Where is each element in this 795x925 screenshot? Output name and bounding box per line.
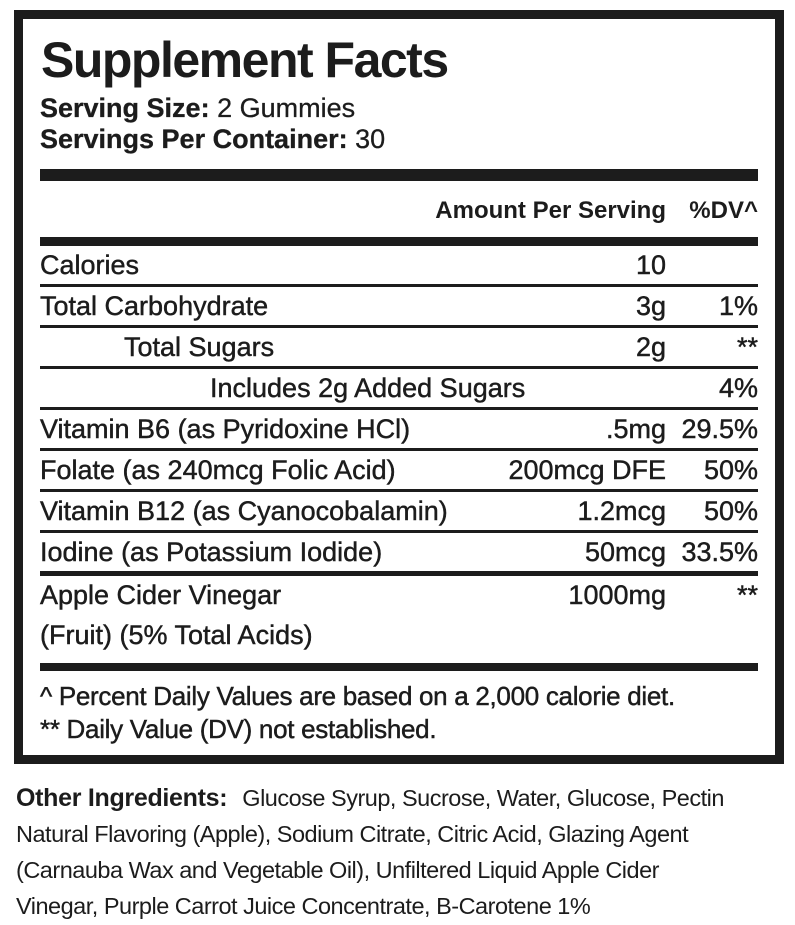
other-ingredients-line: Vinegar, Purple Carrot Juice Concentrate, B-Carotene 1% (16, 893, 591, 919)
row-label: Vitamin B12 (as Cyanocobalamin) (40, 496, 448, 526)
row-label: Iodine (as Potassium Iodide) (40, 537, 383, 567)
row-amount: 1.2mcg (577, 496, 666, 526)
other-ingredients-section (16, 780, 782, 924)
row-label-line1: Apple Cider Vinegar (40, 580, 282, 610)
servings-per-container-line (40, 124, 758, 155)
row-amount: 1000mg (568, 580, 666, 610)
row-dv: 4% (718, 373, 758, 403)
other-ingredients-line: (Carnauba Wax and Vegetable Oil), Unfiltered Liquid Apple Cider (16, 857, 659, 883)
table-row-folate (40, 448, 758, 489)
table-row-calories (40, 246, 758, 284)
divider-thick-top (40, 169, 758, 181)
footnote-dv-not-established: ** Daily Value (DV) not established. (40, 714, 437, 744)
row-dv: 1% (718, 291, 758, 321)
panel-title: Supplement Facts (41, 32, 448, 88)
row-amount: 50mcg (584, 537, 666, 567)
row-amount: 3g (635, 291, 666, 321)
other-ingredients-label: Other Ingredients: (16, 784, 228, 812)
table-row-vitamin-b6 (40, 407, 758, 448)
row-label: Calories (40, 250, 140, 280)
serving-size-label: Serving Size: (40, 93, 210, 123)
divider-header (40, 237, 758, 246)
table-row-apple-cider-vinegar (40, 571, 758, 663)
other-ingredients-text-1: Glucose Syrup, Sucrose, Water, Glucose, Pectin (242, 785, 724, 811)
serving-size-line (40, 93, 758, 124)
nutrient-table (40, 246, 758, 663)
table-row-total-sugars (40, 325, 758, 366)
row-amount: .5mg (605, 414, 666, 444)
table-row-total-carbohydrate (40, 284, 758, 325)
serving-size-value: 2 Gummies (217, 93, 356, 123)
column-header-row (40, 181, 758, 237)
row-amount: 200mcg DFE (508, 455, 666, 485)
row-label: Total Sugars (124, 332, 275, 362)
footnotes (40, 671, 758, 746)
row-dv: 33.5% (681, 537, 758, 567)
row-amount: 2g (635, 332, 666, 362)
other-ingredients-line: Natural Flavoring (Apple), Sodium Citrate, Citric Acid, Glazing Agent (16, 821, 689, 847)
row-amount: 10 (635, 250, 666, 280)
row-dv: ** (736, 332, 758, 362)
column-header-amount: Amount Per Serving (435, 197, 666, 224)
column-header-dv: %DV^ (689, 197, 758, 224)
row-dv: 29.5% (681, 414, 758, 444)
row-label: Includes 2g Added Sugars (210, 373, 526, 403)
divider-footnotes (40, 663, 758, 671)
footnote-daily-values: ^ Percent Daily Values are based on a 2,000 calorie diet. (40, 681, 675, 711)
table-row-iodine (40, 530, 758, 571)
row-label: Total Carbohydrate (40, 291, 269, 321)
servings-per-container-label: Servings Per Container: (40, 124, 348, 154)
other-ingredients-line (16, 780, 782, 816)
row-label-line2: (Fruit) (5% Total Acids) (40, 620, 313, 650)
table-row-vitamin-b12 (40, 489, 758, 530)
servings-per-container-value: 30 (355, 124, 386, 154)
row-label: Folate (as 240mcg Folic Acid) (40, 455, 396, 485)
row-label: Vitamin B6 (as Pyridoxine HCl) (40, 414, 411, 444)
row-dv: 50% (703, 496, 758, 526)
row-dv: ** (736, 580, 758, 610)
row-dv: 50% (703, 455, 758, 485)
table-row-added-sugars (40, 366, 758, 407)
supplement-facts-panel (14, 10, 784, 764)
row-label (40, 580, 313, 651)
